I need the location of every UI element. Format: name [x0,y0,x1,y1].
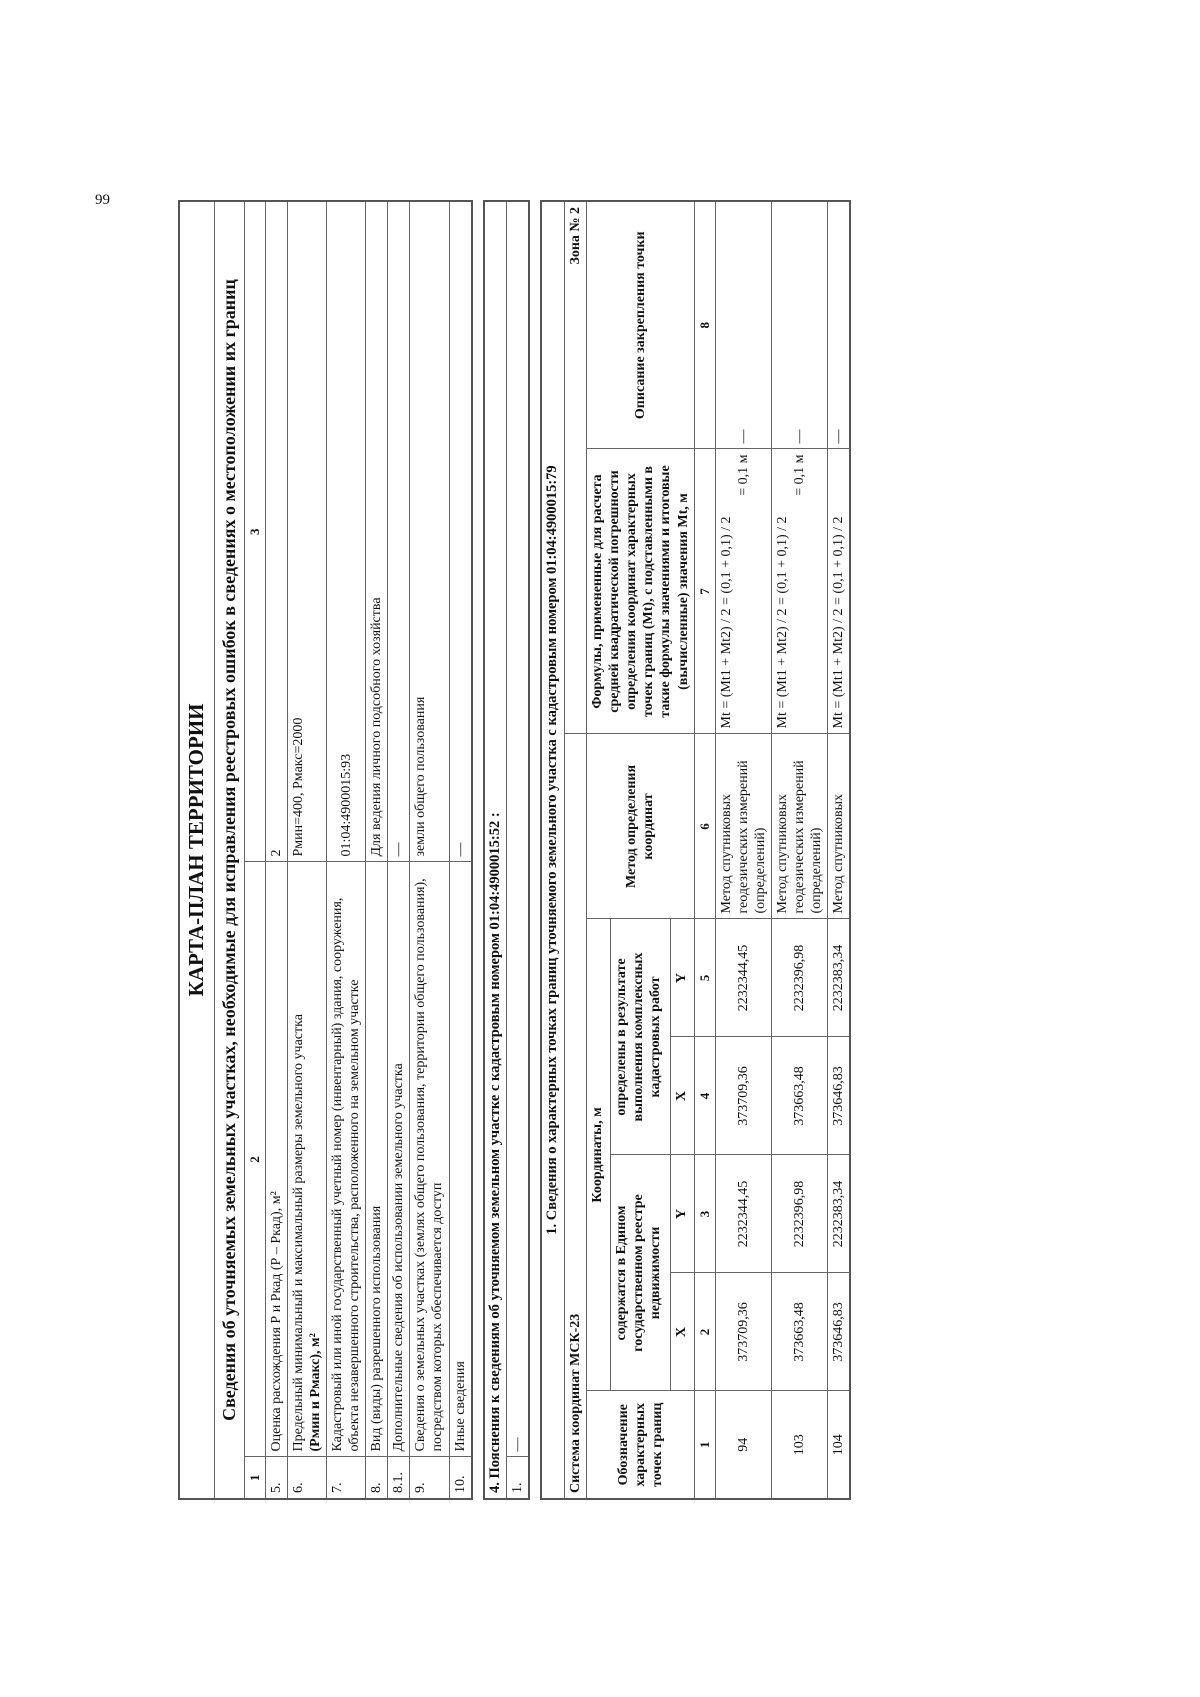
registry-x: 373709,36 [715,1273,771,1391]
header-row-1 [587,201,611,1499]
registry-x: 373646,83 [827,1273,850,1391]
row-value: — [388,201,410,862]
row-label: Кадастровый или иной государственный учетный номер (инвентарный) здания, сооружения, объекта незавершенного строительства, расположенного на земельном участке [327,862,366,1457]
formula [771,449,827,734]
formula-result: = 0,1 м [791,454,807,496]
formula-result: = 0,1 м [735,454,751,496]
col-number: 2 [694,1273,715,1391]
header-y: Y [670,919,694,1037]
method: Метод спутниковых геодезических измерений (определений) [771,734,827,919]
point-description: — [715,201,771,449]
section4-table [483,200,531,1500]
col-number: 1 [694,1391,715,1499]
info-row-9 [410,201,449,1499]
col-number: 7 [694,449,715,734]
determined-y: 2232396,98 [771,919,827,1037]
document-subtitle: Сведения об уточняемых земельных участках, необходимые для исправления реестровых ошибок в сведениях о местоположении их границ [214,201,244,1499]
row-value: Рмин=400, Рмакс=2000 [287,201,326,862]
method: Метод спутниковых [827,734,850,919]
point-id: 103 [771,1391,827,1499]
col-number: 2 [245,862,266,1457]
determined-x: 373646,83 [827,1037,850,1155]
table-row [771,201,827,1499]
document-title: КАРТА-ПЛАН ТЕРРИТОРИИ [179,201,214,1499]
rotated-sheet [178,200,1038,1500]
zone-label: Зона № 2 [565,201,587,734]
col-number: 1 [245,1457,266,1499]
col-number: 8 [694,201,715,449]
registry-x: 373663,48 [771,1273,827,1391]
row-label: Вид (виды) разрешенного использования [366,862,388,1457]
col-number: 5 [694,919,715,1037]
row-value: Для ведения личного подсобного хозяйства [366,201,388,862]
info-table [178,200,473,1500]
determined-y: 2232383,34 [827,919,850,1037]
registry-y: 2232383,34 [827,1155,850,1273]
determined-x: 373663,48 [771,1037,827,1155]
section4-title: 4. Пояснения к сведениям об уточняемом земельном участке с кадастровым номером 01:04:4900015:52 : [484,201,507,1499]
row-label-bold: (Рмин и Рмакс), м² [308,1333,324,1452]
row-number: 5. [265,1457,287,1499]
header-x: X [670,1273,694,1391]
row-label: Иные сведения [449,862,472,1457]
row-label: Сведения о земельных участках (землях общего пользования, территории общего пользования), посредством которых обеспечивается доступ [410,862,449,1457]
col-number: 3 [245,201,266,862]
row-number: 6. [287,1457,326,1499]
row-number: 10. [449,1457,472,1499]
info-row-7 [327,201,366,1499]
info-row-8-1 [388,201,410,1499]
coord-system: Система координат МСК-23 [565,734,587,1499]
row-value: земли общего пользования [410,201,449,862]
points-col-numbers [694,201,715,1499]
row-label: Оценка расхождения Р и Ркад (Р – Ркад), м² [265,862,287,1457]
determined-y: 2232344,45 [715,919,771,1037]
header-designation: Обозначение характерных точек границ [587,1391,694,1499]
info-row-8 [366,201,388,1499]
formula [715,449,771,734]
col-number: 3 [694,1155,715,1273]
header-method: Метод определения координат [587,734,694,919]
header-in-registry: содержатся в Едином государственном реестре недвижимости [610,1155,670,1391]
points-table [540,200,851,1500]
header-y: Y [670,1155,694,1273]
header-formulas: Формулы, примененные для расчета средней квадратической погрешности определения координат характерных точек границ (Mt), с подставленными в такие формулы значениями и итоговые (вычисленные) значения Mt, м [587,449,694,734]
row-value: — [449,201,472,862]
row-number: 9. [410,1457,449,1499]
header-coords: Координаты, м [587,919,611,1391]
header-description: Описание закрепления точки [587,201,694,449]
col-number: 6 [694,734,715,919]
header-x: X [670,1037,694,1155]
row-number: 8.1. [388,1457,410,1499]
row-value: 01:04:4900015:93 [327,201,366,862]
row-number: 8. [366,1457,388,1499]
formula-text: Mt = (Mt1 + Mt2) / 2 = (0,1 + 0,1) / 2 [718,516,734,729]
table-row [715,201,771,1499]
point-description: — [771,201,827,449]
info-col-numbers [245,201,266,1499]
col-number: 4 [694,1037,715,1155]
determined-x: 373709,36 [715,1037,771,1155]
section4-row [507,201,530,1499]
point-description: — [827,201,850,449]
registry-y: 2232344,45 [715,1155,771,1273]
section1-title: 1. Сведения о характерных точках границ уточняемого земельного участка с кадастровым номером 01:04:4900015:79 [541,201,564,1499]
page-number: 99 [95,192,110,208]
formula: Mt = (Mt1 + Mt2) / 2 = (0,1 + 0,1) / 2 [827,449,850,734]
formula-text: Mt = (Mt1 + Mt2) / 2 = (0,1 + 0,1) / 2 [774,516,790,729]
row-label: Дополнительные сведения об использовании земельного участка [388,862,410,1457]
point-id: 104 [827,1391,850,1499]
row-label-text: Предельный минимальный и максимальный размеры земельного участка [290,1014,306,1452]
info-row-6 [287,201,326,1499]
method: Метод спутниковых геодезических измерений (определений) [715,734,771,919]
row-label [287,862,326,1457]
info-row-10 [449,201,472,1499]
row-number: 7. [327,1457,366,1499]
header-determined: определены в результате выполнения комплексных кадастровых работ [610,919,670,1155]
table-row [827,201,850,1499]
registry-y: 2232396,98 [771,1155,827,1273]
info-row-5 [265,201,287,1499]
row-number: 1. [507,1457,530,1499]
row-value: — [507,201,530,1457]
point-id: 94 [715,1391,771,1499]
row-value: 2 [265,201,287,862]
